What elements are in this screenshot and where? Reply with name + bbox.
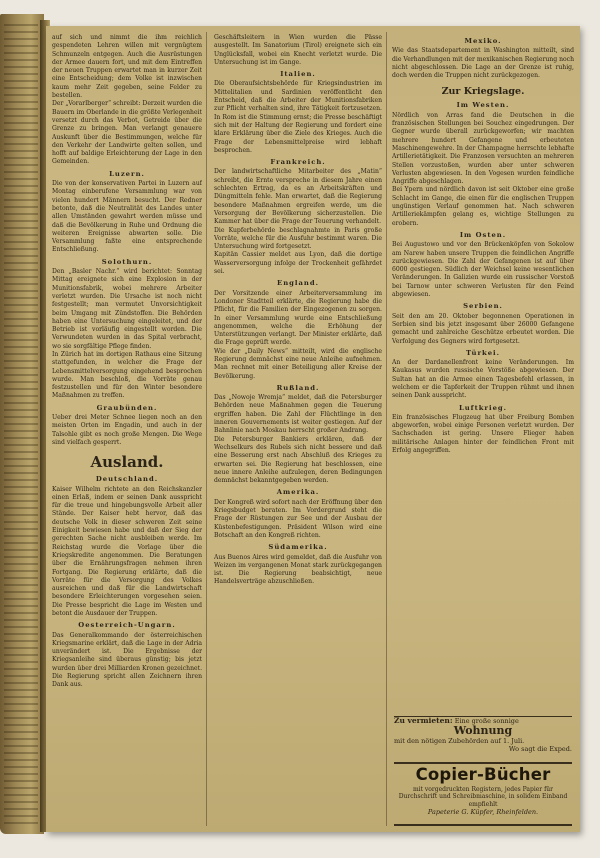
column-1 xyxy=(52,34,202,826)
col1-intro: auf sich und nimmt die ihm reichlich gespendeten Lehren willen mit vergnügtem Schmunzeln entgegen. Auch die Ausrüstungen der Armee dauern fort, und mit dem Eintreffen der neuen Truppen erwartet man in kurzer Zeit eine Entscheidung; dem Volke ist inzwischen kaum mehr Zeit gegeben, seine Felder zu bestellen. xyxy=(52,34,202,100)
section-luftkrieg: Luftkrieg. xyxy=(458,403,508,412)
col3-para4: Seit den am 20. Oktober begonnenen Operationen in Serbien sind bis jetzt insgesamt über 26000 Gefangene gemacht und zahlreiche Geschütze erbeutet worden. Die Verfolgung des Gegners wird fortgesetzt. xyxy=(392,312,574,345)
section-deutschland: Deutschland. xyxy=(95,475,159,484)
section-luzern: Luzern. xyxy=(109,169,145,178)
ad2-name: Papeterie G. Küpfer, Rheinfelden. xyxy=(427,808,539,817)
col3-intro: Wie das Staatsdepartement in Washington mitteilt, sind die Verhandlungen mit der mexikanischen Regierung noch nicht abgeschlossen. Die Lage an der Grenze ist ruhig, doch werden die Truppen nicht zurückgezogen. xyxy=(392,47,574,80)
col1-para4: In Zürich hat im dortigen Rathaus eine Sitzung stattgefunden, in welcher die Frage der Lebensmittelversorgung eingehend besprochen wurde. Man beschloß, die Vorräte genau festzustellen und für den Winter besondere Maßnahmen zu treffen. xyxy=(52,350,202,400)
section-graubuenden: Graubünden. xyxy=(96,403,158,412)
col1-para1: Der „Vorarlberger“ schreibt: Derzeit wurden die Bauern im Oberlande in die größte Verlegenheit versetzt durch das Verbot, Getreide über die Grenze zu bringen. Man verlangt genauere Auskunft über die Bestimmungen, welche für den Verkehr der Landwirte gelten sollen, und hofft auf baldige Erleichterung der Lage in den Gemeinden. xyxy=(52,100,202,166)
ad2-text: mit vorgedruckten Registern, jedes Papier für Durchschrift und Schreibmaschine, in solidem Einband empfiehlt xyxy=(398,786,568,808)
col3-para5: An der Dardanellenfront keine Veränderungen. Im Kaukasus wurden russische Vorstöße abgewiesen. Der Sultan hat an die Armee einen Tagesbefehl erlassen, in welchem er die Tapferkeit der Truppen rühmt und ihnen seinen Dank ausspricht. xyxy=(392,359,574,400)
headline-ausland: Ausland. xyxy=(90,453,164,472)
column-rule xyxy=(206,32,207,826)
column-2 xyxy=(214,34,382,826)
column-3 xyxy=(392,34,574,710)
col1-para2: Die von der konservativen Partei in Luzern auf Montag einberufene Versammlung war von vielen hundert Männern besucht. Der Redner betonte, daß die Neutralität des Landes unter allen Umständen gewahrt werden müsse und daß die Bevölkerung in Ruhe und Ordnung die weiteren Ereignisse abwarten solle. Die Versammlung faßte eine entsprechende Entschließung. xyxy=(52,180,202,254)
section-frankreich: Frankreich. xyxy=(270,158,326,167)
section-westen: Im Westen. xyxy=(456,101,510,110)
section-oesterreich: Oesterreich-Ungarn. xyxy=(78,621,176,630)
col2-para10: Aus Buenos Aires wird gemeldet, daß die Ausfuhr von Weizen im vergangenen Monat stark zurückgegangen ist. Die Regierung beabsichtigt, neue Handelsverträge abzuschließen. xyxy=(214,553,382,586)
ad1-text: Eine große sonnige xyxy=(454,717,519,725)
col1-para3: Den „Basler Nachr.“ wird berichtet: Sonntag Mittag ereignete sich eine Explosion in der Munitionsfabrik, wobei mehrere Arbeiter verletzt wurden. Die Ursache ist noch nicht festgestellt; man vermutet Unvorsichtigkeit beim Umgang mit Zündstoffen. Die Behörden haben eine Untersuchung eingeleitet, und der Betrieb ist vorläufig eingestellt worden. Die Verwundeten wurden in das Spital verbracht, wo sie sorgfältige Pflege finden. xyxy=(52,268,202,350)
col2-para9: Der Kongreß wird sofort nach der Eröffnung über den Kriegsbudget beraten. Im Vordergrund steht die Frage der Rüstungen zur See und der Ausbau der Küstenbefestigungen. Präsident Wilson wird eine Botschaft an den Kongreß richten. xyxy=(214,498,382,539)
col3-para6: Ein französisches Flugzeug hat über Freiburg Bomben abgeworfen, wobei einige Personen verletzt wurden. Der Sachschaden ist gering. Unsere Flieger haben militärische Anlagen hinter der feindlichen Front mit Erfolg angegriffen. xyxy=(392,413,574,455)
col1-para5: Ueber drei Meter Schnee liegen noch an den meisten Orten im Engadin, und auch in der Talsohle gibt es noch große Mengen. Die Wege sind vielfach gesperrt. xyxy=(52,414,202,446)
col2-para7: Das „Nowoje Wremja“ meldet, daß die Petersburger Behörden neue Maßnahmen gegen die Teuerung ergriffen haben. Die Zahl der Flüchtlinge in den inneren Gouvernements ist weiter gestiegen. Auf der Bahnlinie nach Moskau herrscht großer Andrang. xyxy=(214,394,382,435)
section-solothurn: Solothurn. xyxy=(101,257,153,266)
col3-para2: Bei Ypern und nördlich davon ist seit Oktober eine große Schlacht im Gange, die einen für die englischen Truppen ungünstigen Verlauf genommen hat. Nach schweren Artilleriekämpfen gelang es, wichtige Stellungen zu erobern. xyxy=(392,186,574,227)
section-england: England. xyxy=(277,279,319,288)
section-osten: Im Osten. xyxy=(459,230,507,239)
col3-para3: Bei Augustowo und vor den Brückenköpfen von Sokolow am Narew haben unsere Truppen die feindlichen Angriffe zurückgewiesen. Die Zahl der Gefangenen ist auf über 6000 gestiegen. Südlich der Weichsel keine wesentlichen Veränderungen. In Galizien wurde ein russischer Vorstoß bei Tarnow unter schweren Verlusten für den Feind abgewiesen. xyxy=(392,241,574,299)
section-serbien: Serbien. xyxy=(463,302,503,311)
ad1-detail: mit den nötigen Zubehörden auf 1. Juli. xyxy=(394,737,525,745)
col2-intro: Geschäftsleitern in Wien wurden die Pässe ausgestellt. Im Sanatorium (Tirol) ereignete sich ein Unglücksfall, wobei ein Knecht verletzt wurde. Die Untersuchung ist im Gange. xyxy=(214,34,382,66)
apartment-ad xyxy=(394,716,572,761)
section-russland: Rußland. xyxy=(276,383,320,392)
ad2-title: Copier-Bücher xyxy=(415,765,551,784)
column-rule xyxy=(386,32,387,826)
section-suedamerika: Südamerika. xyxy=(268,543,328,552)
col2-para5: Der Vorsitzende einer Arbeiterversammlung im Londoner Stadtteil erklärte, die Regierung habe die Pflicht, für die Familien der Eingezogenen zu sorgen. In einer Versammlung wurde eine Entschließung angenommen, welche die Erhöhung der Unterstützungen verlangt. Der Minister erklärte, daß die Frage geprüft werde. xyxy=(214,289,382,347)
section-tuerkei: Türkei. xyxy=(465,348,501,357)
section-amerika: Amerika. xyxy=(276,488,320,497)
copier-books-ad xyxy=(394,762,572,826)
col2-para3: Die Kupferbehörde beschlagnahmte in Paris große Vorräte, welche für die Ausfuhr bestimmt waren. Die Untersuchung wird fortgesetzt. xyxy=(214,226,382,251)
col2-para2: Der landwirtschaftliche Mitarbeiter des „Matin“ schreibt, die Ernte verspreche in diesem Jahre einen schlechten Ertrag, da es an Arbeitskräften und Düngmitteln fehle. Man erwartet, daß die Regierung besondere Maßnahmen ergreifen werde, um die Versorgung der Bevölkerung sicherzustellen. Die Kammer hat über die Frage der Teuerung verhandelt. xyxy=(214,168,382,226)
section-mexiko: Mexiko. xyxy=(464,37,502,45)
previous-page-edge xyxy=(0,14,44,834)
col2-para1: Die Oberaufsichtsbehörde für Kriegsindustrien im Mittelitalien und Sardinien veröffentlicht den Entscheid, daß die Arbeiter der Munitionsfabriken zur Pflicht verhalten sind, ihre Tätigkeit fortzusetzen. In Rom ist die Stimmung ernst; die Presse beschäftigt sich mit der Haltung der Regierung und fordert eine klare Erklärung über die Ziele des Krieges. Auch die Frage der Lebensmittelpreise wird lebhaft besprochen. xyxy=(214,80,382,154)
headline-kriegslage: Zur Kriegslage. xyxy=(441,86,525,98)
col2-para6: Wie der „Daily News“ mitteilt, wird die englische Regierung demnächst eine neue Anleihe aufnehmen. Man rechnet mit einer Beteiligung aller Kreise der Bevölkerung. xyxy=(214,347,382,380)
ad1-lead: Zu vermieten: xyxy=(394,716,453,725)
col2-para4: Kapitän Cassier meldet aus Lyon, daß die dortige Wasserversorgung infolge der Trockenheit gefährdet sei. xyxy=(214,251,382,276)
ad1-headline: Wohnung xyxy=(453,724,513,737)
ad1-where: Wo sagt die Exped. xyxy=(508,745,572,753)
newspaper-page xyxy=(46,26,580,832)
col3-para1: Nördlich von Arras fand die Deutschen in die französischen Stellungen bei Souchez eingedrungen. Der Gegner wurde überall zurückgeworfen; wir machten mehrere hundert Gefangene und erbeuteten Maschinengewehre. In der Champagne herrschte lebhafte Artillerietätigkeit. Die Franzosen versuchten an mehreren Stellen vorzustoßen, wurden aber unter schweren Verlusten abgewiesen. In den Vogesen wurden feindliche Angriffe abgeschlagen. xyxy=(392,111,574,186)
section-italien: Italien. xyxy=(280,70,316,79)
col1-para7: Das Generalkommando der österreichischen Kriegsmarine erklärt, daß die Lage in der Adria unverändert ist. Die Ergebnisse der Kriegsanleihe sind überaus günstig; bis jetzt wurden über drei Milliarden Kronen gezeichnet. Die Regierung spricht allen Zeichnern ihren Dank aus. xyxy=(52,631,202,689)
col1-para6: Kaiser Wilhelm richtete an den Reichskanzler einen Erlaß, indem er seinen Dank ausspricht für die treue und hingebungsvolle Arbeit aller Stände. Der Kaiser hebt hervor, daß das deutsche Volk in dieser schweren Zeit seine Einigkeit bewiesen habe und daß der Sieg der gerechten Sache nicht ausbleiben werde. Im Reichstag wurde die Vorlage über die Kriegskredite angenommen. Die Beratungen über die Ernährungsfragen nehmen ihren Fortgang. Die Regierung erklärte, daß die Vorräte für die Versorgung des Volkes ausreichen und daß für die Landwirtschaft besondere Erleichterungen vorgesehen seien. Die Presse bespricht die Lage im Westen und betont die Ausdauer der Truppen. xyxy=(52,485,202,617)
col2-para8: Die Petersburger Bankiers erklären, daß der Wechselkurs des Rubels sich nicht bessere und daß eine Besserung erst nach Abschluß des Krieges zu erwarten sei. Die Regierung hat beschlossen, eine neue innere Anleihe aufzulegen, deren Bedingungen demnächst bekanntgegeben werden. xyxy=(214,435,382,485)
